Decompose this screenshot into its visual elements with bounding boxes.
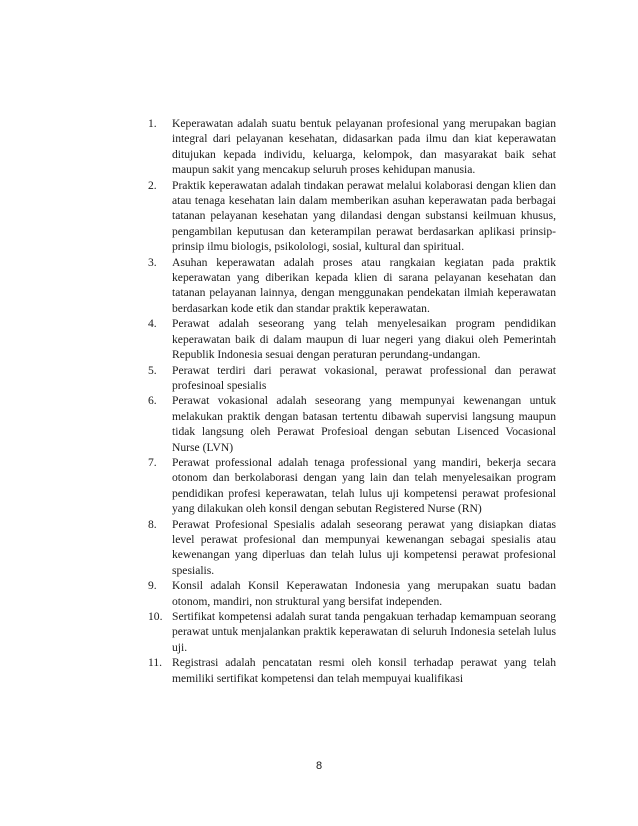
list-item <box>148 178 556 255</box>
item-text: Praktik keperawatan adalah tindakan perawat melalui kolaborasi dengan klien dan atau tenaga kesehatan lain dalam memberikan asuhan keperawatan pada berbagai tatanan pelayanan kesehatan yang dilandasi dengan substansi keilmuan khusus, pengambilan keputusan dan keterampilan perawat berdasarkan aplikasi prinsip-prinsip ilmu biologis, psikolologi, sosial, kultural dan spiritual. <box>172 178 556 254</box>
item-text: Konsil adalah Konsil Keperawatan Indonesia yang merupakan suatu badan otonom, mandiri, non struktural yang bersifat independen. <box>172 579 556 608</box>
item-text: Sertifikat kompetensi adalah surat tanda pengakuan terhadap kemampuan seorang perawat untuk menjalankan praktik keperawatan di seluruh Indonesia setelah lulus uji. <box>172 610 556 654</box>
item-text: Keperawatan adalah suatu bentuk pelayanan profesional yang merupakan bagian integral dari pelayanan kesehatan, didasarkan pada ilmu dan kiat keperawatan ditujukan kepada individu, keluarga, kelompok, dan masyarakat baik sehat maupun sakit yang mencakup seluruh proses kehidupan manusia. <box>172 117 556 177</box>
list-item <box>148 363 556 394</box>
item-text: Asuhan keperawatan adalah proses atau rangkaian kegiatan pada praktik keperawatan yang diberikan kepada klien di sarana pelayanan kesehatan dan tatanan pelayanan lainnya, dengan menggunakan pendekatan ilmiah keperawatan berdasarkan kode etik dan standar praktik keperawatan. <box>172 255 556 315</box>
list-item <box>148 455 556 517</box>
list-item <box>148 316 556 362</box>
list-item <box>148 578 556 609</box>
item-number: 10. <box>148 610 163 623</box>
list-item <box>148 517 556 579</box>
item-number: 5. <box>148 363 157 377</box>
item-number: 3. <box>148 255 157 269</box>
list-item <box>148 655 556 686</box>
page-number: 8 <box>315 760 323 772</box>
item-number: 1. <box>148 117 157 130</box>
item-text: Registrasi adalah pencatatan resmi oleh konsil terhadap perawat yang telah memiliki sertifikat kompetensi dan telah mempuyai kualifikasi <box>172 656 556 685</box>
item-text: Perawat professional adalah tenaga professional yang mandiri, bekerja secara otonom dan berkolaborasi dengan yang lain dan telah menyelesaikan program pendidikan profesi keperawatan, telah lulus uji kompetensi perawat profesional yang dilakukan oleh konsil dengan sebutan Registered Nurse (RN) <box>172 455 556 516</box>
list-item <box>148 255 556 317</box>
list-item <box>148 393 556 455</box>
item-number: 8. <box>148 517 157 531</box>
item-number: 7. <box>148 455 157 469</box>
item-number: 6. <box>148 394 157 408</box>
definition-list <box>148 116 556 686</box>
item-number: 4. <box>148 317 157 331</box>
list-item <box>148 116 556 178</box>
item-text: Perawat Profesional Spesialis adalah seseorang perawat yang disiapkan diatas level perawat profesional dan mempunyai kewenangan sebagai spesialis atau kewenangan yang diperluas dan telah lulus uji kompetensi perawat profesional spesialis. <box>172 517 556 577</box>
item-number: 11. <box>148 656 163 670</box>
item-number: 2. <box>148 178 157 192</box>
item-number: 9. <box>148 579 157 593</box>
item-text: Perawat terdiri dari perawat vokasional, perawat professional dan perawat profesinoal spesialis <box>172 363 556 392</box>
list-item <box>148 609 556 655</box>
item-text: Perawat adalah seseorang yang telah menyelesaikan program pendidikan keperawatan baik di dalam maupun di luar negeri yang diakui oleh Pemerintah Republik Indonesia sesuai dengan peraturan perundang-undangan. <box>172 317 556 362</box>
item-text: Perawat vokasional adalah seseorang yang mempunyai kewenangan untuk melakukan praktik dengan batasan tertentu dibawah supervisi langsung maupun tidak langsung oleh Perawat Profesioal dengan sebutan Lisenced Vocasional Nurse (LVN) <box>172 394 556 454</box>
